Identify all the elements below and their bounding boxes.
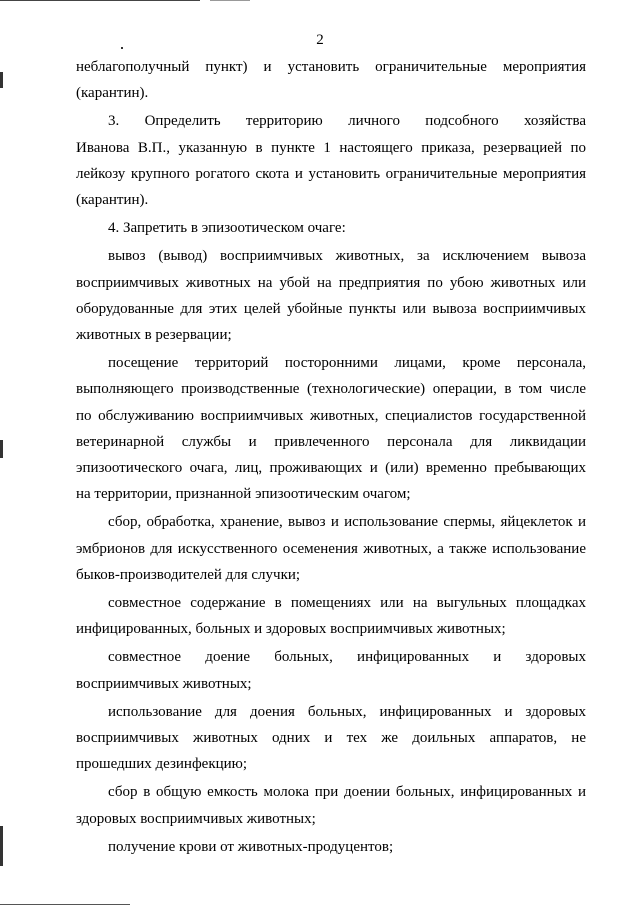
text-line: быков-производителей для случки;: [76, 566, 301, 583]
scan-edge-top: [0, 0, 200, 1]
text-line: восприимчивых животных;: [76, 675, 252, 692]
text-line: выполняющего производственные (технологические) операции, в том числе: [76, 381, 586, 398]
document-body: [76, 54, 586, 860]
text-line: совместное доение больных, инфицированных и здоровых: [108, 649, 586, 666]
text-line: (карантин).: [76, 85, 149, 102]
text-line: эмбрионов для искусственного осеменения животных, а также использование: [76, 540, 586, 557]
text-line: 4. Запретить в эпизоотическом очаге:: [108, 220, 346, 237]
text-line: инфицированных, больных и здоровых восприимчивых животных;: [76, 621, 506, 638]
text-line: лейкозу крупного рогатого скота и установить ограничительные мероприятия: [76, 165, 586, 182]
text-line: Иванова В.П., указанную в пункте 1 настоящего приказа, резервацией по: [76, 139, 586, 156]
text-line: животных в резервации;: [76, 327, 232, 344]
text-line: по обслуживанию восприимчивых животных, специалистов государственной: [76, 407, 586, 424]
text-line: оборудованные для этих целей убойные пункты или вывоза восприимчивых: [76, 300, 586, 317]
text-line: совместное содержание в помещениях или на выгульных площадках: [108, 595, 586, 612]
text-line: получение крови от животных-продуцентов;: [108, 838, 394, 855]
text-line: (карантин).: [76, 192, 149, 209]
text-line: посещение территорий посторонними лицами, кроме персонала,: [108, 355, 586, 372]
text-line: 3. Определить территорию личного подсобного хозяйства: [108, 113, 586, 130]
text-line: ветеринарной службы и привлеченного персонала для ликвидации: [76, 433, 586, 450]
text-line: вывоз (вывод) восприимчивых животных, за исключением вывоза: [108, 248, 586, 265]
text-line: неблагополучный пункт) и установить ограничительные мероприятия: [76, 59, 586, 75]
text-line: прошедших дезинфекцию;: [76, 756, 248, 773]
scan-margin-mark: [0, 72, 3, 88]
scan-margin-mark: [0, 440, 3, 458]
scan-edge-top-fragment: [210, 0, 250, 1]
text-line: на территории, признанной эпизоотическим очагом;: [76, 486, 411, 503]
text-line: восприимчивых животных на убой на предприятия по убою животных или: [76, 274, 586, 291]
text-line: использование для доения больных, инфицированных и здоровых: [108, 703, 586, 720]
page-number: 2: [316, 32, 324, 48]
text-line: сбор в общую емкость молока при доении больных, инфицированных и: [108, 784, 586, 801]
text-line: здоровых восприимчивых животных;: [76, 810, 316, 827]
text-line: восприимчивых животных одних и тех же доильных аппаратов, не: [76, 730, 586, 747]
text-line: эпизоотического очага, лиц, проживающих и (или) временно пребывающих: [76, 460, 586, 477]
text-line: сбор, обработка, хранение, вывоз и использование спермы, яйцеклеток и: [108, 514, 586, 531]
scan-margin-mark: [0, 826, 3, 866]
